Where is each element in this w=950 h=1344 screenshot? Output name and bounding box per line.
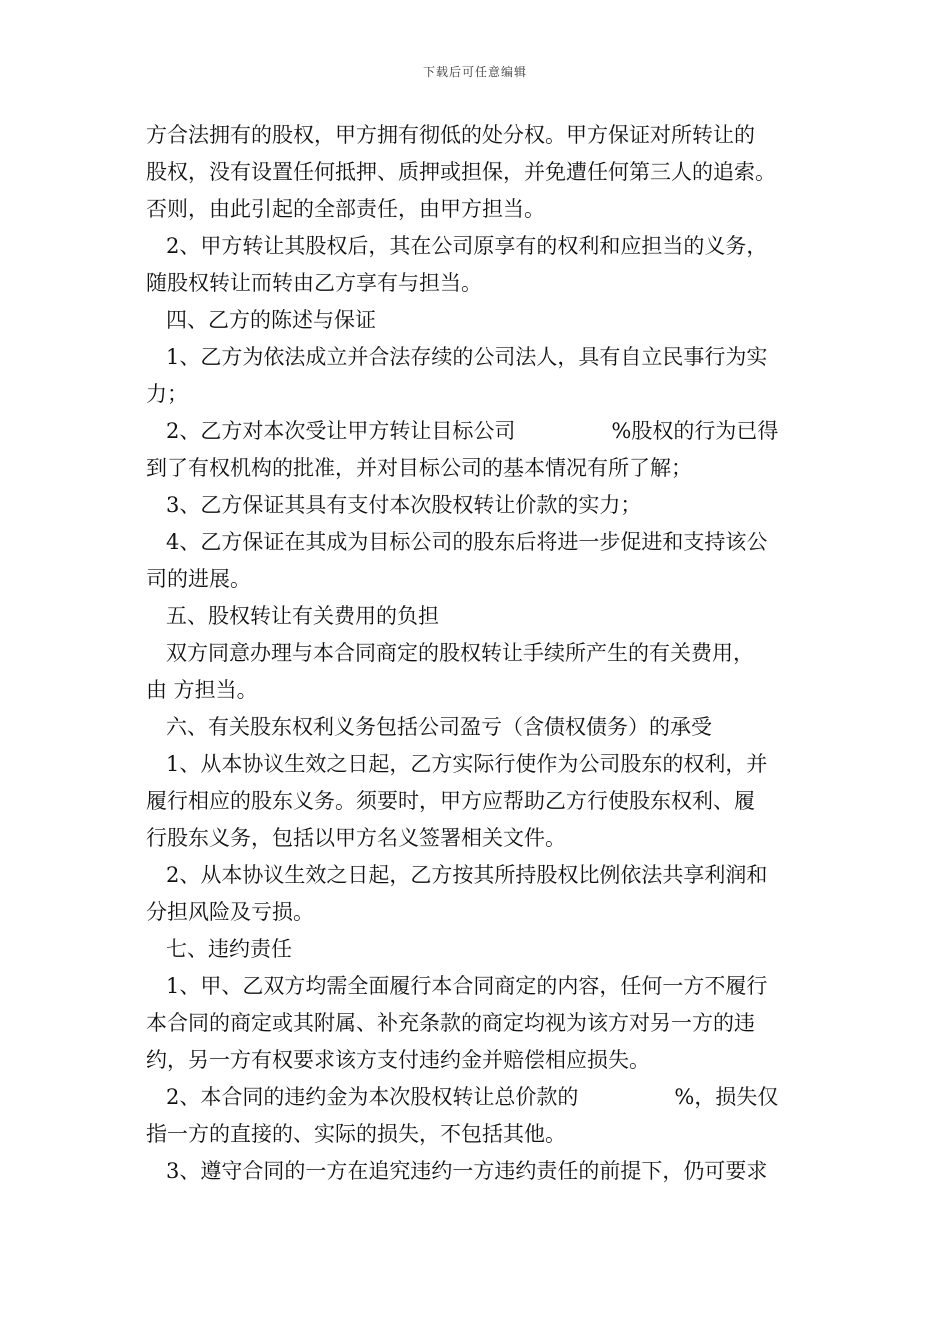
section-heading-5: 五、股权转让有关费用的负担 (166, 604, 439, 628)
section-heading-4: 四、乙方的陈述与保证 (166, 308, 376, 332)
text-line-29: 3、遵守合同的一方在追究违约一方违约责任的前提下，仍可要求 (166, 1159, 768, 1183)
document-body (146, 117, 816, 1190)
text-line-12: 4、乙方保证在其成为目标公司的股东后将进一步促进和支持该公 (166, 530, 768, 554)
text-line-1: 方合法拥有的股权，甲方拥有彻低的处分权。甲方保证对所转让的 (146, 123, 755, 147)
text-line-20: 行股东义务，包括以甲方名义签署相关文件。 (146, 826, 566, 850)
text-line-5: 随股权转让而转由乙方享有与担当。 (146, 271, 482, 295)
text-line-22: 分担风险及亏损。 (146, 900, 314, 924)
text-line-24: 1、甲、乙双方均需全面履行本合同商定的内容，任何一方不履行 (166, 974, 768, 998)
text-line-3: 否则，由此引起的全部责任，由甲方担当。 (146, 197, 545, 221)
section-heading-7: 七、违约责任 (166, 937, 292, 961)
text-line-26: 约，另一方有权要求该方支付违约金并赔偿相应损失。 (146, 1048, 650, 1072)
text-line-19: 履行相应的股东义务。须要时，甲方应帮助乙方行使股东权利、履 (146, 789, 755, 813)
text-line-10: 到了有权机构的批准，并对目标公司的基本情况有所了解； (146, 456, 692, 480)
text-line-13: 司的进展。 (146, 567, 251, 591)
text-line-21: 2、从本协议生效之日起，乙方按其所持股权比例依法共享利润和 (166, 863, 768, 887)
text-line-15: 双方同意办理与本合同商定的股权转让手续所产生的有关费用， (166, 641, 754, 665)
text-line-7: 1、乙方为依法成立并合法存续的公司法人，具有自立民事行为实 (166, 345, 768, 369)
text-line-11: 3、乙方保证其具有支付本次股权转让价款的实力； (166, 493, 642, 517)
text-line-28: 指一方的直接的、实际的损失，不包括其他。 (146, 1122, 566, 1146)
text-line-4: 2、甲方转让其股权后，其在公司原享有的权利和应担当的义务， (166, 234, 768, 258)
text-line-27: 2、本合同的违约金为本次股权转让总价款的 %，损失仅 (166, 1085, 779, 1109)
text-line-16: 由 方担当。 (146, 678, 258, 702)
text-line-25: 本合同的商定或其附属、补充条款的商定均视为该方对另一方的违 (146, 1011, 755, 1035)
section-heading-6: 六、有关股东权利义务包括公司盈亏（含债权债务）的承受 (166, 715, 712, 739)
text-line-2: 股权，没有设置任何抵押、质押或担保，并免遭任何第三人的追索。 (146, 160, 776, 184)
text-line-9: 2、乙方对本次受让甲方转让目标公司 %股权的行为已得 (166, 419, 779, 443)
text-line-8: 力； (146, 382, 188, 406)
text-line-18: 1、从本协议生效之日起，乙方实际行使作为公司股东的权利，并 (166, 752, 768, 776)
page-header-note: 下载后可任意编辑 (422, 65, 527, 79)
